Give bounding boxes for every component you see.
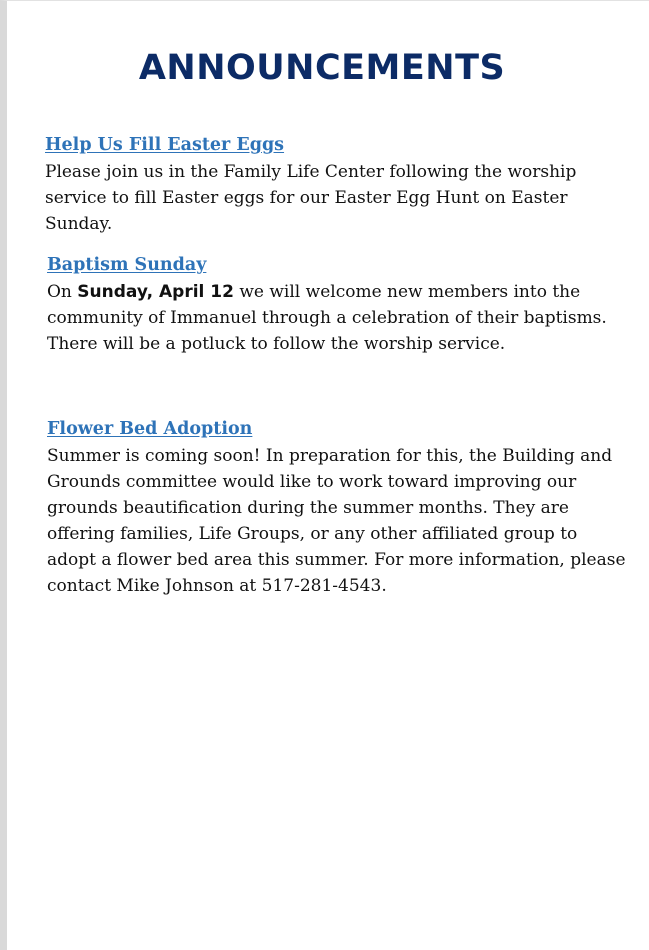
baptism-body-rest: we will welcome new members into the community of Immanuel through a celebration of their baptisms. There will be a potluck to follow the worship service.: [47, 282, 607, 354]
announcement-heading-baptism-sunday[interactable]: Baptism Sunday: [47, 255, 207, 275]
announcement-heading-easter-eggs[interactable]: Help Us Fill Easter Eggs: [45, 135, 285, 155]
announcement-baptism-sunday: [47, 253, 627, 357]
announcement-heading-flower-bed[interactable]: Flower Bed Adoption: [47, 419, 253, 439]
announcement-body-flower-bed: Summer is coming soon! In preparation for this, the Building and Grounds committee would like to work toward improving our grounds beautification during the summer months. They are offering families, Life Groups, or any other affiliated group to adopt a flower bed area this summer. For more information, please contact Mike Johnson at 517-281-4543.: [47, 446, 626, 596]
baptism-date: Sunday, April 12: [77, 282, 234, 302]
announcement-body-baptism-sunday: [47, 279, 627, 357]
baptism-body-intro: On: [47, 282, 78, 302]
announcement-flower-bed: [47, 417, 627, 599]
page-title: ANNOUNCEMENTS: [138, 48, 506, 88]
announcement-easter-eggs: [45, 133, 625, 237]
announcement-body-easter-eggs: Please join us in the Family Life Center following the worship service to fill Easter eggs for our Easter Egg Hunt on Easter Sunday.: [45, 162, 577, 234]
